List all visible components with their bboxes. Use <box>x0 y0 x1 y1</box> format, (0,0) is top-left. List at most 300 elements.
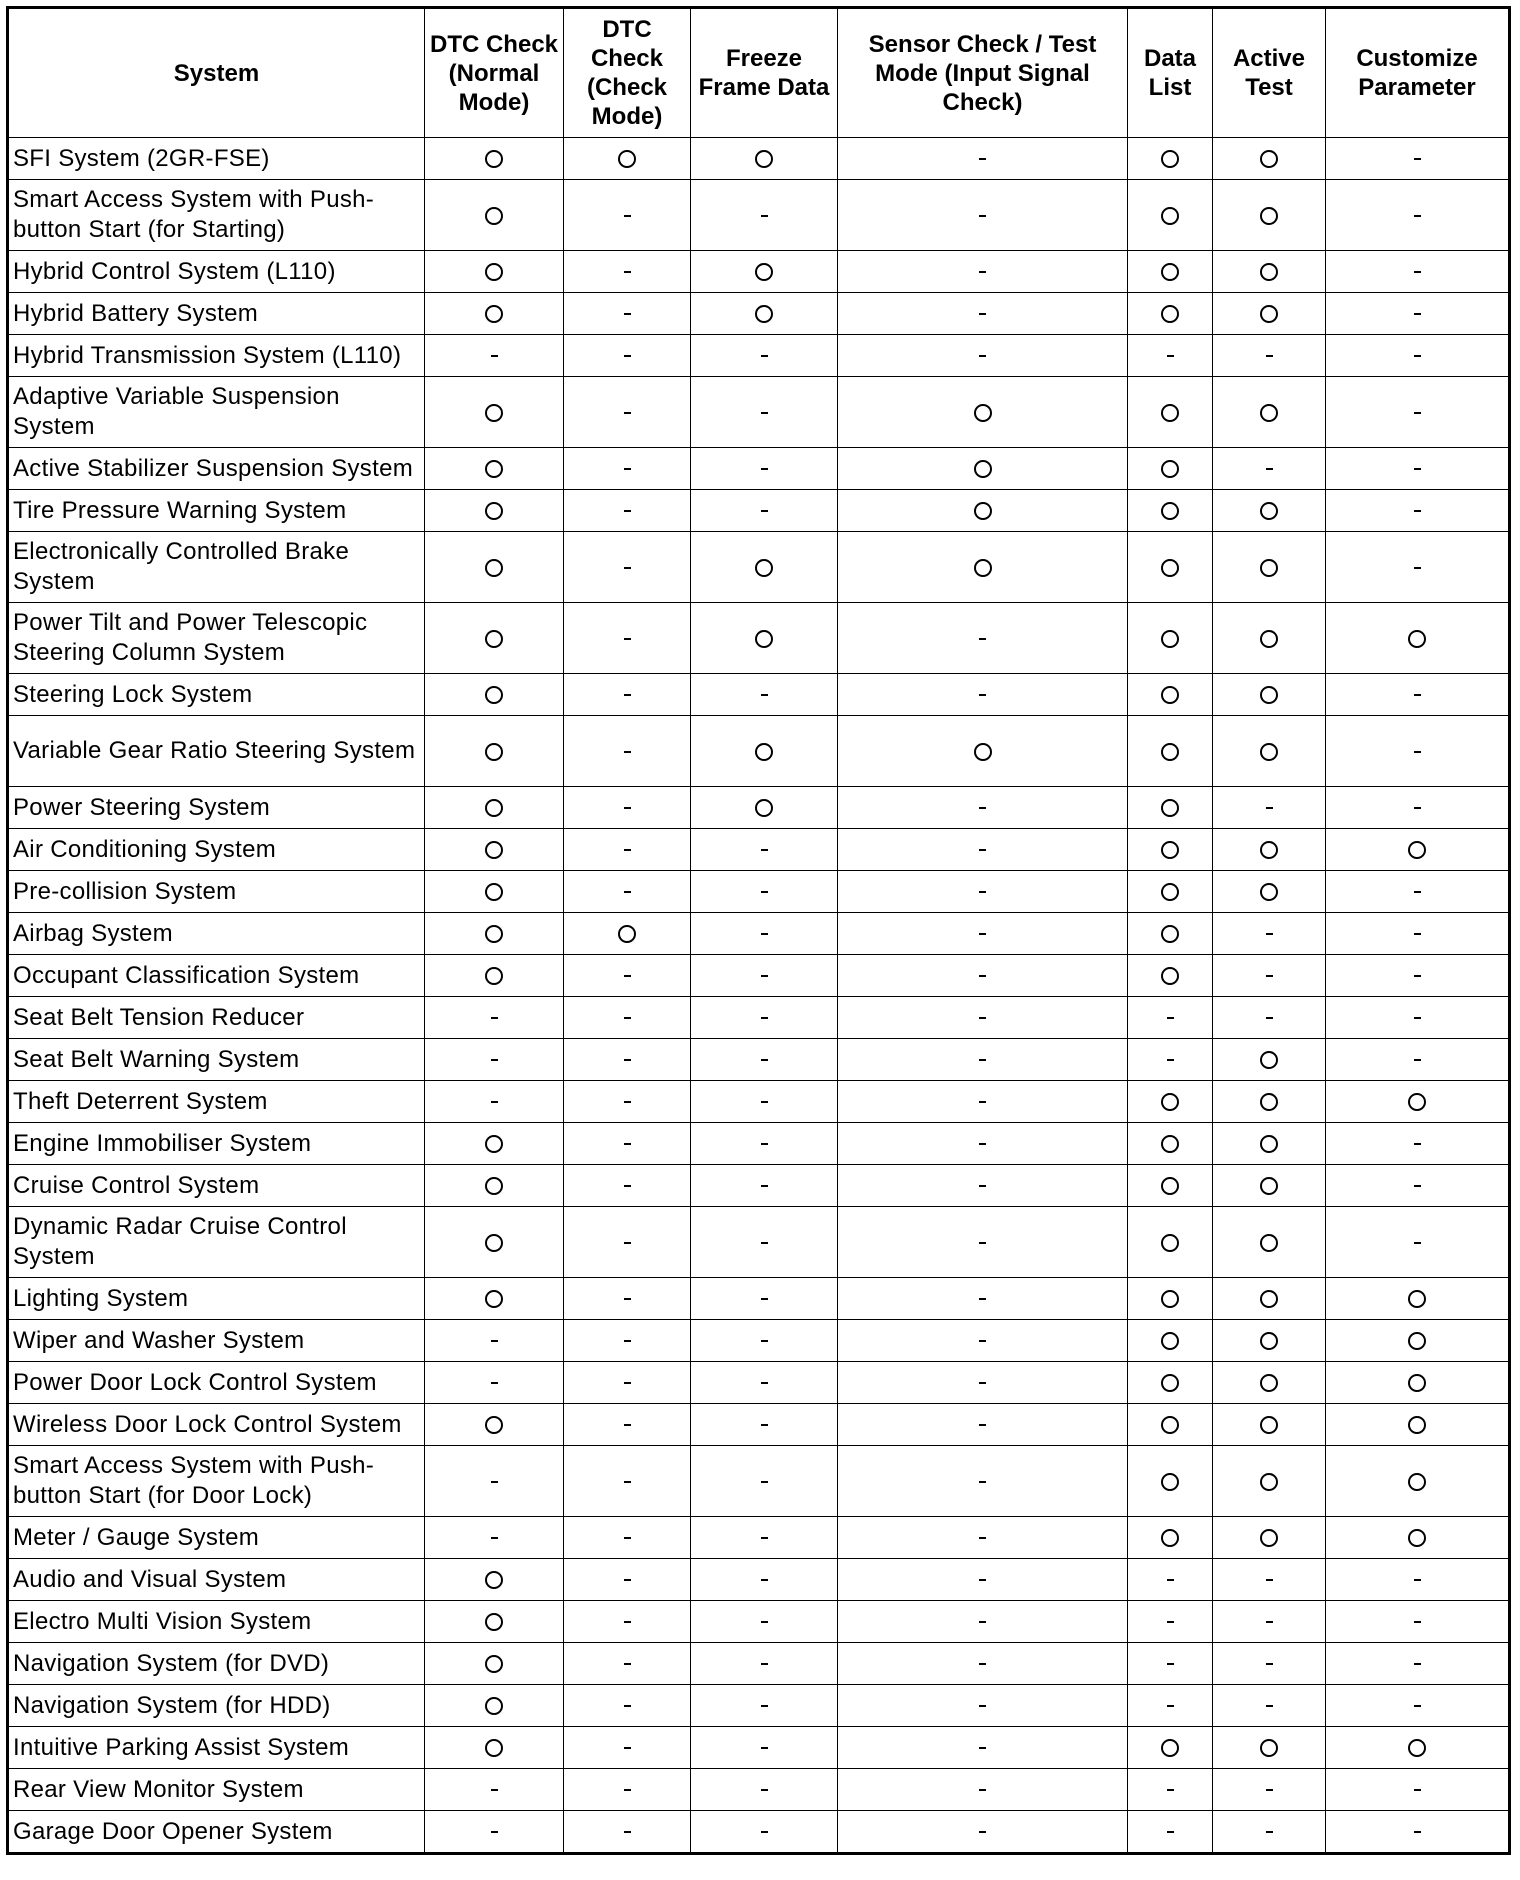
dash-icon <box>624 1424 631 1426</box>
circle-icon <box>1260 1177 1278 1195</box>
function-cell <box>1128 1685 1213 1727</box>
dash-icon <box>979 215 986 217</box>
function-cell <box>1326 1446 1510 1517</box>
dash-icon <box>1167 1017 1174 1019</box>
dash-icon <box>1266 1705 1273 1707</box>
dash-icon <box>979 1382 986 1384</box>
system-name-cell: Power Steering System <box>8 787 425 829</box>
dash-icon <box>491 1101 498 1103</box>
circle-icon <box>1260 305 1278 323</box>
function-cell <box>1128 997 1213 1039</box>
function-cell <box>691 1446 838 1517</box>
dash-icon <box>979 1789 986 1791</box>
circle-icon <box>1408 1093 1426 1111</box>
function-cell <box>1326 871 1510 913</box>
function-cell <box>838 1039 1128 1081</box>
dash-icon <box>491 1059 498 1061</box>
function-cell <box>1128 138 1213 180</box>
dash-icon <box>761 694 768 696</box>
dash-icon <box>979 1340 986 1342</box>
system-name-cell: Theft Deterrent System <box>8 1081 425 1123</box>
function-cell <box>1326 1727 1510 1769</box>
function-cell <box>1213 532 1326 603</box>
system-name-cell: Smart Access System with Push-button Start (for Starting) <box>8 180 425 251</box>
function-cell <box>838 138 1128 180</box>
dash-icon <box>624 751 631 753</box>
function-cell <box>425 1039 564 1081</box>
circle-icon <box>1408 1374 1426 1392</box>
function-cell <box>425 829 564 871</box>
function-cell <box>425 1320 564 1362</box>
system-name-cell: Airbag System <box>8 913 425 955</box>
function-cell <box>691 1207 838 1278</box>
function-cell <box>1326 1081 1510 1123</box>
function-cell <box>691 377 838 448</box>
function-cell <box>691 1769 838 1811</box>
function-cell <box>838 448 1128 490</box>
circle-icon <box>1260 1416 1278 1434</box>
function-cell <box>1128 913 1213 955</box>
dash-icon <box>624 1382 631 1384</box>
circle-icon <box>1161 883 1179 901</box>
circle-icon <box>1161 630 1179 648</box>
dash-icon <box>979 1663 986 1665</box>
dash-icon <box>1266 1579 1273 1581</box>
dash-icon <box>1414 1017 1421 1019</box>
table-row <box>8 1601 1510 1643</box>
function-cell <box>425 603 564 674</box>
function-cell <box>564 1769 691 1811</box>
function-cell <box>564 913 691 955</box>
circle-icon <box>485 686 503 704</box>
dash-icon <box>761 1705 768 1707</box>
circle-icon <box>1260 1374 1278 1392</box>
dash-icon <box>1414 891 1421 893</box>
function-cell <box>425 251 564 293</box>
function-cell <box>1326 955 1510 997</box>
function-cell <box>425 787 564 829</box>
circle-icon <box>974 743 992 761</box>
function-cell <box>1128 1404 1213 1446</box>
circle-icon <box>1260 404 1278 422</box>
function-cell <box>1213 377 1326 448</box>
function-cell <box>691 180 838 251</box>
dash-icon <box>1167 1059 1174 1061</box>
circle-icon <box>1161 559 1179 577</box>
function-cell <box>564 829 691 871</box>
function-cell <box>1326 1685 1510 1727</box>
function-cell <box>838 716 1128 787</box>
function-cell <box>1213 1404 1326 1446</box>
function-cell <box>425 1517 564 1559</box>
table-row <box>8 1446 1510 1517</box>
function-cell <box>564 448 691 490</box>
dash-icon <box>979 1143 986 1145</box>
circle-icon <box>1161 799 1179 817</box>
dash-icon <box>761 975 768 977</box>
function-cell <box>425 674 564 716</box>
dash-icon <box>979 1298 986 1300</box>
function-cell <box>838 377 1128 448</box>
dash-icon <box>491 1831 498 1833</box>
circle-icon <box>485 263 503 281</box>
dash-icon <box>979 1831 986 1833</box>
table-row <box>8 871 1510 913</box>
dash-icon <box>761 1143 768 1145</box>
function-cell <box>691 913 838 955</box>
system-name-cell: Smart Access System with Push-button Start (for Door Lock) <box>8 1446 425 1517</box>
function-cell <box>1213 1517 1326 1559</box>
dash-icon <box>979 933 986 935</box>
table-row <box>8 251 1510 293</box>
function-cell <box>1128 1320 1213 1362</box>
function-cell <box>1213 1207 1326 1278</box>
function-cell <box>1128 180 1213 251</box>
dash-icon <box>1167 1789 1174 1791</box>
function-cell <box>1213 251 1326 293</box>
function-cell <box>564 1559 691 1601</box>
function-cell <box>1213 1320 1326 1362</box>
dash-icon <box>491 1017 498 1019</box>
dash-icon <box>761 1340 768 1342</box>
function-cell <box>1326 1362 1510 1404</box>
function-cell <box>425 1727 564 1769</box>
function-cell <box>564 1517 691 1559</box>
dash-icon <box>1266 1621 1273 1623</box>
function-cell <box>1326 293 1510 335</box>
function-cell <box>838 1643 1128 1685</box>
circle-icon <box>618 925 636 943</box>
dash-icon <box>1414 468 1421 470</box>
function-cell <box>838 180 1128 251</box>
circle-icon <box>755 630 773 648</box>
dash-icon <box>624 1298 631 1300</box>
circle-icon <box>1161 1093 1179 1111</box>
function-cell <box>691 603 838 674</box>
function-cell <box>1326 603 1510 674</box>
function-cell <box>691 251 838 293</box>
dash-icon <box>979 1621 986 1623</box>
dash-icon <box>491 1481 498 1483</box>
function-cell <box>1128 251 1213 293</box>
column-header-customize-parameter: Customize Parameter <box>1326 8 1510 138</box>
function-cell <box>1326 1517 1510 1559</box>
function-cell <box>838 532 1128 603</box>
function-cell <box>838 1362 1128 1404</box>
circle-icon <box>1161 1739 1179 1757</box>
function-cell <box>564 1081 691 1123</box>
circle-icon <box>1260 1473 1278 1491</box>
dash-icon <box>979 807 986 809</box>
function-cell <box>1326 1278 1510 1320</box>
circle-icon <box>485 883 503 901</box>
dash-icon <box>761 1481 768 1483</box>
system-name-cell: Engine Immobiliser System <box>8 1123 425 1165</box>
circle-icon <box>1260 1093 1278 1111</box>
circle-icon <box>1161 1374 1179 1392</box>
function-cell <box>1128 1643 1213 1685</box>
function-cell <box>1326 913 1510 955</box>
function-cell <box>1213 1123 1326 1165</box>
system-name-cell: Pre-collision System <box>8 871 425 913</box>
function-cell <box>691 1362 838 1404</box>
dash-icon <box>979 849 986 851</box>
circle-icon <box>1408 630 1426 648</box>
dash-icon <box>624 1059 631 1061</box>
table-row <box>8 1320 1510 1362</box>
function-cell <box>691 1601 838 1643</box>
function-cell <box>1326 787 1510 829</box>
function-cell <box>1213 1081 1326 1123</box>
circle-icon <box>1408 1529 1426 1547</box>
function-cell <box>691 1559 838 1601</box>
function-cell <box>1213 1278 1326 1320</box>
function-cell <box>1326 674 1510 716</box>
function-cell <box>425 1446 564 1517</box>
function-cell <box>1326 997 1510 1039</box>
function-cell <box>691 1517 838 1559</box>
circle-icon <box>1161 743 1179 761</box>
circle-icon <box>1260 630 1278 648</box>
dash-icon <box>1167 1831 1174 1833</box>
dash-icon <box>979 891 986 893</box>
circle-icon <box>1260 1739 1278 1757</box>
function-cell <box>838 490 1128 532</box>
circle-icon <box>1161 1332 1179 1350</box>
dash-icon <box>491 1382 498 1384</box>
table-row <box>8 1517 1510 1559</box>
dash-icon <box>761 891 768 893</box>
header-row <box>8 8 1510 138</box>
function-cell <box>1326 1643 1510 1685</box>
function-cell <box>1213 674 1326 716</box>
function-cell <box>1213 1165 1326 1207</box>
circle-icon <box>1260 883 1278 901</box>
circle-icon <box>1408 1473 1426 1491</box>
circle-icon <box>1161 967 1179 985</box>
table-row <box>8 448 1510 490</box>
table-row <box>8 293 1510 335</box>
circle-icon <box>1161 460 1179 478</box>
dash-icon <box>979 1579 986 1581</box>
function-cell <box>1213 913 1326 955</box>
function-cell <box>1213 1811 1326 1854</box>
function-cell <box>691 490 838 532</box>
function-cell <box>564 1320 691 1362</box>
table-row <box>8 377 1510 448</box>
function-cell <box>564 1362 691 1404</box>
dash-icon <box>1266 1831 1273 1833</box>
dash-icon <box>761 1298 768 1300</box>
circle-icon <box>485 1416 503 1434</box>
system-name-cell: Active Stabilizer Suspension System <box>8 448 425 490</box>
dash-icon <box>624 1185 631 1187</box>
dash-icon <box>624 1340 631 1342</box>
circle-icon <box>485 404 503 422</box>
dash-icon <box>624 510 631 512</box>
function-cell <box>1326 335 1510 377</box>
dash-icon <box>1414 355 1421 357</box>
function-cell <box>1128 787 1213 829</box>
table-row <box>8 1404 1510 1446</box>
function-cell <box>425 955 564 997</box>
system-name-cell: Tire Pressure Warning System <box>8 490 425 532</box>
dash-icon <box>761 1017 768 1019</box>
table-row <box>8 1559 1510 1601</box>
circle-icon <box>1161 1135 1179 1153</box>
circle-icon <box>1260 686 1278 704</box>
function-cell <box>691 1727 838 1769</box>
dash-icon <box>1266 1789 1273 1791</box>
function-cell <box>425 1643 564 1685</box>
table-row <box>8 603 1510 674</box>
dash-icon <box>979 1059 986 1061</box>
function-cell <box>425 1769 564 1811</box>
dash-icon <box>1414 1789 1421 1791</box>
function-cell <box>564 1207 691 1278</box>
system-name-cell: Power Tilt and Power Telescopic Steering Column System <box>8 603 425 674</box>
system-name-cell: Electro Multi Vision System <box>8 1601 425 1643</box>
function-cell <box>425 1685 564 1727</box>
dash-icon <box>624 567 631 569</box>
function-cell <box>838 829 1128 871</box>
function-cell <box>1128 829 1213 871</box>
dash-icon <box>624 355 631 357</box>
function-cell <box>1128 1517 1213 1559</box>
function-cell <box>564 490 691 532</box>
dash-icon <box>624 1537 631 1539</box>
function-cell <box>1128 490 1213 532</box>
function-cell <box>425 1081 564 1123</box>
function-cell <box>425 1811 564 1854</box>
circle-icon <box>485 1290 503 1308</box>
column-header-active-test: Active Test <box>1213 8 1326 138</box>
system-name-cell: Meter / Gauge System <box>8 1517 425 1559</box>
column-header-dtc-check-check: DTC Check (Check Mode) <box>564 8 691 138</box>
column-header-system: System <box>8 8 425 138</box>
function-cell <box>1213 448 1326 490</box>
dash-icon <box>979 313 986 315</box>
dash-icon <box>1414 1242 1421 1244</box>
circle-icon <box>1260 743 1278 761</box>
table-row <box>8 1727 1510 1769</box>
table-row <box>8 532 1510 603</box>
dash-icon <box>624 1017 631 1019</box>
dash-icon <box>761 1059 768 1061</box>
dash-icon <box>761 412 768 414</box>
function-cell <box>1128 1601 1213 1643</box>
function-cell <box>564 1727 691 1769</box>
dash-icon <box>1167 1663 1174 1665</box>
dash-icon <box>979 1481 986 1483</box>
column-header-sensor-check: Sensor Check / Test Mode (Input Signal Check) <box>838 8 1128 138</box>
dash-icon <box>1414 313 1421 315</box>
function-cell <box>838 1601 1128 1643</box>
function-cell <box>1213 1643 1326 1685</box>
function-cell <box>1213 180 1326 251</box>
circle-icon <box>1260 207 1278 225</box>
function-cell <box>1213 1039 1326 1081</box>
dash-icon <box>1167 1621 1174 1623</box>
function-cell <box>1213 829 1326 871</box>
dash-icon <box>761 510 768 512</box>
function-cell <box>425 1362 564 1404</box>
function-cell <box>1213 1362 1326 1404</box>
dash-icon <box>1414 1185 1421 1187</box>
function-cell <box>425 1165 564 1207</box>
table-row <box>8 1643 1510 1685</box>
dash-icon <box>761 1831 768 1833</box>
function-cell <box>425 490 564 532</box>
function-cell <box>691 138 838 180</box>
dash-icon <box>624 891 631 893</box>
function-cell <box>425 913 564 955</box>
circle-icon <box>485 207 503 225</box>
function-cell <box>1326 490 1510 532</box>
function-cell <box>564 1165 691 1207</box>
system-name-cell: Garage Door Opener System <box>8 1811 425 1854</box>
function-cell <box>1213 1559 1326 1601</box>
function-cell <box>691 1404 838 1446</box>
dash-icon <box>1414 751 1421 753</box>
table-row <box>8 1123 1510 1165</box>
function-cell <box>1213 1727 1326 1769</box>
dash-icon <box>624 1705 631 1707</box>
circle-icon <box>974 404 992 422</box>
function-cell <box>1213 716 1326 787</box>
dash-icon <box>1414 1059 1421 1061</box>
function-cell <box>564 674 691 716</box>
function-cell <box>691 1123 838 1165</box>
function-cell <box>1326 1039 1510 1081</box>
table-row <box>8 1769 1510 1811</box>
function-cell <box>838 1278 1128 1320</box>
system-name-cell: Steering Lock System <box>8 674 425 716</box>
circle-icon <box>755 559 773 577</box>
function-cell <box>564 787 691 829</box>
circle-icon <box>1260 263 1278 281</box>
dash-icon <box>624 849 631 851</box>
function-cell <box>1326 1165 1510 1207</box>
function-cell <box>838 1446 1128 1517</box>
function-cell <box>564 955 691 997</box>
function-cell <box>1326 138 1510 180</box>
function-cell <box>1213 1769 1326 1811</box>
system-name-cell: Audio and Visual System <box>8 1559 425 1601</box>
dash-icon <box>1414 1621 1421 1623</box>
dash-icon <box>624 975 631 977</box>
system-name-cell: Adaptive Variable Suspension System <box>8 377 425 448</box>
circle-icon <box>485 1135 503 1153</box>
dash-icon <box>1167 1579 1174 1581</box>
function-cell <box>1128 1559 1213 1601</box>
system-name-cell: Wiper and Washer System <box>8 1320 425 1362</box>
dash-icon <box>1414 158 1421 160</box>
system-name-cell: Power Door Lock Control System <box>8 1362 425 1404</box>
function-cell <box>1326 829 1510 871</box>
function-cell <box>838 913 1128 955</box>
circle-icon <box>1161 263 1179 281</box>
dash-icon <box>979 1705 986 1707</box>
function-cell <box>1128 871 1213 913</box>
dash-icon <box>761 1101 768 1103</box>
function-cell <box>1213 997 1326 1039</box>
function-cell <box>1128 1207 1213 1278</box>
circle-icon <box>1260 1332 1278 1350</box>
function-cell <box>838 293 1128 335</box>
circle-icon <box>485 925 503 943</box>
function-cell <box>1128 1727 1213 1769</box>
